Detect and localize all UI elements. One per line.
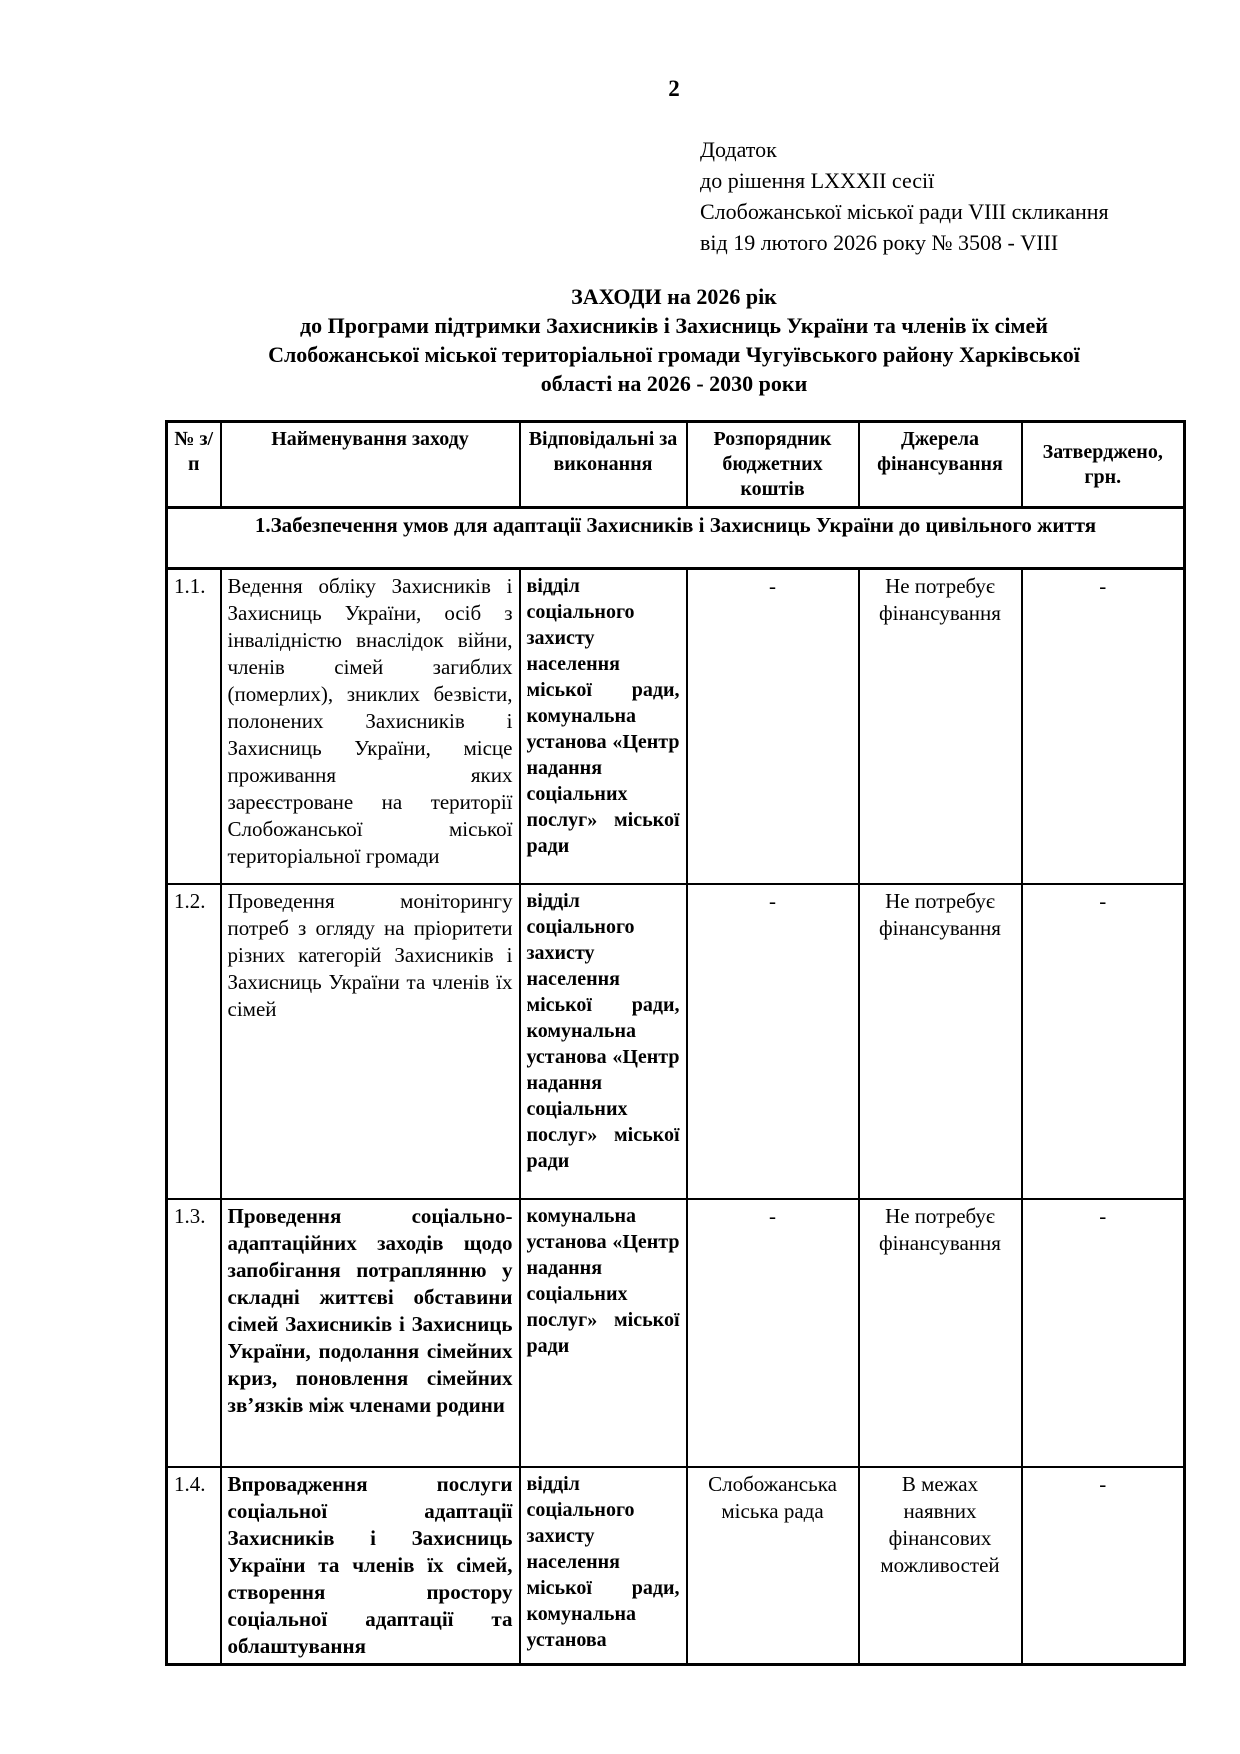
table-row bbox=[167, 1199, 1185, 1467]
approved-cell: - bbox=[1022, 569, 1185, 884]
col-header-measure-name: Найменування заходу bbox=[221, 422, 520, 508]
budget-manager-cell: - bbox=[687, 1199, 859, 1467]
title-line: Слобожанської міської територіальної громади Чугуївського району Харківської bbox=[268, 342, 1080, 367]
measure-cell: Впровадження послуги соціальної адаптації Захисників і Захисниць України та членів їх сімей, створення простору соціальної адаптації та облаштування bbox=[221, 1467, 520, 1665]
approved-cell: - bbox=[1022, 884, 1185, 1199]
row-number-cell: 1.4. bbox=[167, 1467, 221, 1665]
funding-source-cell: В межах наявних фінансових можливостей bbox=[859, 1467, 1022, 1665]
document-title bbox=[165, 282, 1183, 398]
table-header-row bbox=[167, 422, 1185, 508]
row-number-cell: 1.2. bbox=[167, 884, 221, 1199]
measure-cell: Проведення моніторингу потреб з огляду на пріоритети різних категорій Захисників і Захисниць України та членів їх сімей bbox=[221, 884, 520, 1199]
title-line: до Програми підтримки Захисників і Захисниць України та членів їх сімей bbox=[300, 313, 1048, 338]
page-number: 2 bbox=[668, 76, 680, 101]
approved-cell: - bbox=[1022, 1199, 1185, 1467]
measures-table bbox=[165, 420, 1186, 1666]
budget-manager-cell: - bbox=[687, 884, 859, 1199]
funding-source-cell: Не потребує фінансування bbox=[859, 1199, 1022, 1467]
budget-manager-cell: Слобожанська міська рада bbox=[687, 1467, 859, 1665]
title-line: ЗАХОДИ на 2026 рік bbox=[571, 284, 777, 309]
col-header-funding-source: Джерела фінансування bbox=[859, 422, 1022, 508]
section-title: 1.Забезпечення умов для адаптації Захисників і Захисниць України до цивільного життя bbox=[167, 508, 1185, 569]
annex-reference-block bbox=[700, 134, 1240, 258]
approved-cell: - bbox=[1022, 1467, 1185, 1665]
row-number-cell: 1.1. bbox=[167, 569, 221, 884]
responsible-cell: відділ соціального захисту населення міської ради, комунальна установа bbox=[520, 1467, 687, 1665]
responsible-cell: відділ соціального захисту населення міської ради, комунальна установа «Центр надання соціальних послуг» міської ради bbox=[520, 569, 687, 884]
funding-source-cell: Не потребує фінансування bbox=[859, 569, 1022, 884]
responsible-cell: відділ соціального захисту населення міської ради, комунальна установа «Центр надання соціальних послуг» міської ради bbox=[520, 884, 687, 1199]
annex-line: до рішення LXXXII сесії bbox=[700, 168, 935, 193]
budget-manager-cell: - bbox=[687, 569, 859, 884]
col-header-responsible: Відповідальні за виконання bbox=[520, 422, 687, 508]
measure-cell: Ведення обліку Захисників і Захисниць України, осіб з інвалідністю внаслідок війни, членів сімей загиблих (померлих), зниклих безвісти, полонених Захисників і Захисниць України, місце проживання яких зареєстроване на території Слобожанської міської територіальної громади bbox=[221, 569, 520, 884]
row-number-cell: 1.3. bbox=[167, 1199, 221, 1467]
col-header-approved: Затверджено, грн. bbox=[1022, 422, 1185, 508]
title-line: області на 2026 - 2030 роки bbox=[540, 371, 808, 396]
responsible-cell: комунальна установа «Центр надання соціальних послуг» міської ради bbox=[520, 1199, 687, 1467]
annex-line: від 19 лютого 2026 року № 3508 - VIII bbox=[700, 230, 1059, 255]
table-row bbox=[167, 884, 1185, 1199]
section-header-row bbox=[167, 508, 1185, 569]
col-header-number: № з/п bbox=[167, 422, 221, 508]
col-header-budget-manager: Розпорядник бюджетних коштів bbox=[687, 422, 859, 508]
annex-line: Додаток bbox=[700, 137, 777, 162]
table-row bbox=[167, 569, 1185, 884]
funding-source-cell: Не потребує фінансування bbox=[859, 884, 1022, 1199]
measure-cell: Проведення соціально-адаптаційних заходів щодо запобігання потраплянню у складні життєві обставини сімей Захисників і Захисниць України, подолання сімейних криз, поновлення сімейних зв’язків між членами родини bbox=[221, 1199, 520, 1467]
table-row bbox=[167, 1467, 1185, 1665]
annex-line: Слобожанської міської ради VIII скликання bbox=[700, 199, 1109, 224]
